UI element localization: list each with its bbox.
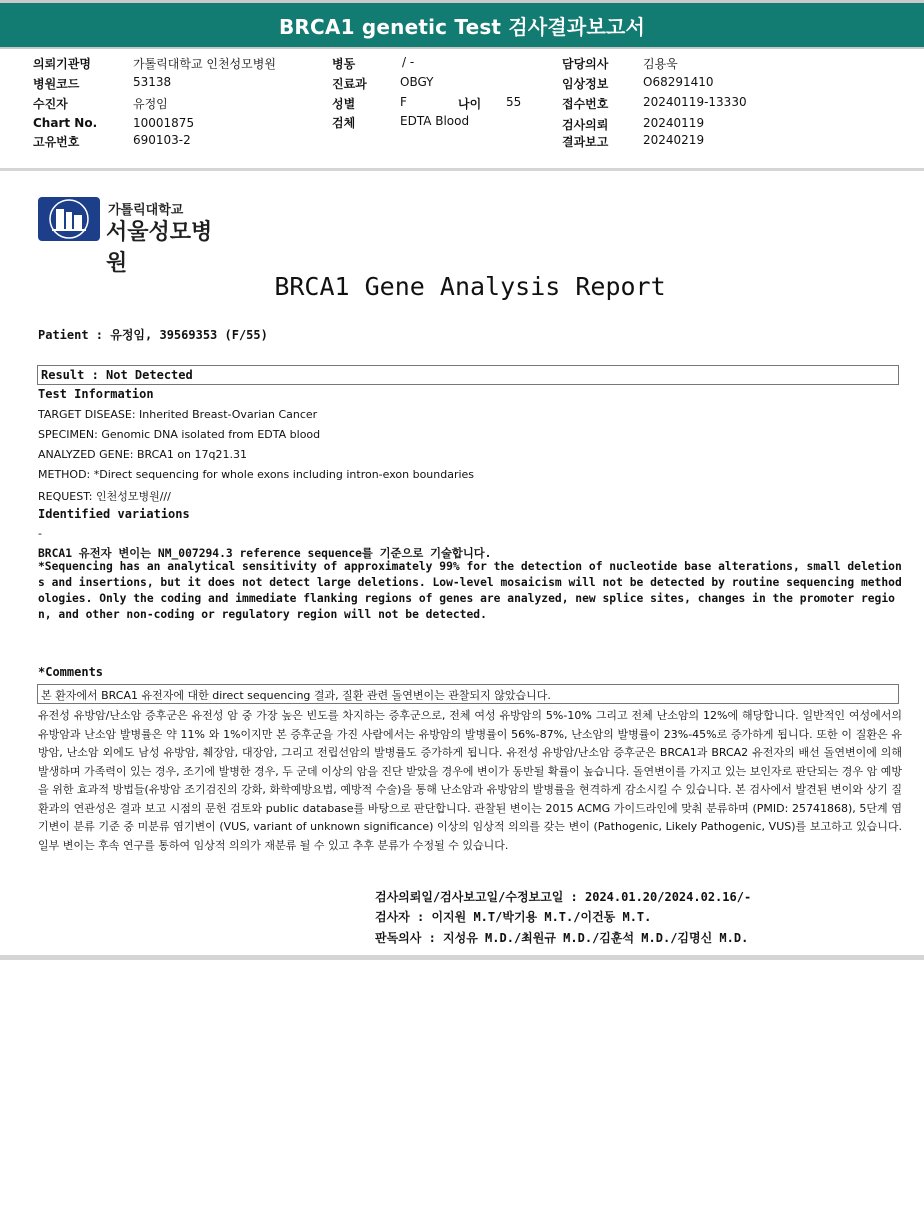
hospital-emblem-icon	[38, 197, 100, 241]
value-clinical-info: O68291410	[643, 75, 714, 89]
value-department: OBGY	[400, 75, 434, 89]
value-request-date: 20240119	[643, 116, 705, 130]
reference-note: BRCA1 유전자 변이는 NM_007294.3 reference sequence를 기준으로 기술합니다.	[38, 547, 492, 560]
label-report-date: 결과보고	[562, 135, 609, 149]
variations-heading: Identified variations	[38, 507, 190, 521]
label-department: 진료과	[332, 77, 367, 91]
logo-text-hospital: 서울성모병원	[106, 220, 213, 276]
signature-dates: 검사의뢰일/검사보고일/수정보고일 : 2024.01.20/2024.02.16/-	[375, 890, 752, 904]
result-box	[37, 365, 899, 385]
value-ward: / -	[402, 55, 415, 69]
label-ward: 병동	[332, 57, 356, 71]
report-title: BRCA1 Gene Analysis Report	[274, 272, 666, 301]
label-hospital-code: 병원코드	[33, 77, 80, 91]
value-chart-no: 10001875	[133, 116, 195, 130]
signature-physicians: 판독의사 : 지성유 M.D./최원규 M.D./김훈석 M.D./김명신 M.D.	[375, 931, 749, 945]
label-accession-no: 접수번호	[562, 97, 609, 111]
label-chart-no: Chart No.	[33, 116, 98, 130]
label-unique-id: 고유번호	[33, 135, 80, 149]
section-divider	[0, 168, 924, 171]
disclaimer-paragraph: *Sequencing has an analytical sensitivity of approximately 99% for the detection of nucleotide base alterations, small deletions and insertions, but it does not detect large deletions. Low-level mosaicism will not be detected by routine sequencing methodologies. Only the coding and immediate flanking regions of genes are analyzed, new splice sites, changes in the promoter region, and other non-coding or regulatory region will not be detected.	[38, 560, 902, 621]
value-unique-id: 690103-2	[133, 133, 191, 147]
test-info-analyzed-gene: ANALYZED GENE: BRCA1 on 17q21.31	[38, 448, 247, 461]
bottom-divider	[0, 955, 924, 960]
test-info-request: REQUEST: 인천성모병원///	[38, 490, 171, 503]
label-age: 나이	[458, 97, 482, 111]
comment-box	[37, 684, 899, 704]
value-patient-name: 유정임	[133, 97, 168, 111]
label-specimen: 검체	[332, 116, 356, 130]
label-doctor: 담당의사	[562, 57, 609, 71]
value-hospital-code: 53138	[133, 75, 172, 89]
patient-line: Patient : 유정임, 39569353 (F/55)	[38, 328, 268, 342]
value-doctor: 김용욱	[643, 57, 678, 71]
value-sex: F	[400, 95, 407, 109]
logo-text-university: 가톨릭대학교	[108, 203, 184, 218]
test-info-target-disease: TARGET DISEASE: Inherited Breast-Ovarian Cancer	[38, 408, 318, 421]
value-accession-no: 20240119-13330	[643, 95, 747, 109]
label-request-date: 검사의뢰	[562, 118, 609, 132]
result-text: Result : Not Detected	[41, 368, 193, 382]
report-header-title: BRCA1 genetic Test 검사결과보고서	[0, 3, 924, 49]
label-clinical-info: 임상정보	[562, 77, 609, 91]
comment-paragraph: 유전성 유방암/난소암 증후군은 유전성 암 중 가장 높은 빈도를 차지하는 증후군으로, 전체 여성 유방암의 5%-10% 그리고 전체 난소암의 12%에 해당합니다. 일반적인 여성에서의 유방암과 난소암 발병률은 약 11% 와 1%이지만 본 증후군을 가진 사람에서는 유방암의 발병률이 56%-87%, 난소암의 발병률이 23%-45%로 증가하게 됩니다. 또한 이 질환은 유방암, 난소암 외에도 남성 유방암, 췌장암, 대장암, 그리고 전립선암의 발병률도 증가하게 됩니다. 유전성 유방암/난소암 증후군은 BRCA1과 BRCA2 유전자의 배선 돌연변이에 의해 발생하며 가족력이 있는 경우, 조기에 발병한 경우, 두 군데 이상의 암을 진단 받았을 경우에 변이가 동반될 확률이 높습니다. 돌연변이를 가지고 있는 보인자로 판단되는 경우 암 예방을 위한 효과적 방법들(유방암 조기검진의 강화, 화학예방요법, 예방적 수술)을 통해 난소암과 유방암의 발병률을 현격하게 감소시킬 수 있습니다. 본 검사에서 발견된 변이와 상기 질환과의 연관성은 결과 보고 시점의 문헌 검토와 public database를 바탕으로 판단합니다. 관찰된 변이는 2015 ACMG 가이드라인에 맞춰 분류하며 (PMID: 25741868), 5단계 염기변이 분류 기준 중 미분류 염기변이 (VUS, variant of unknown significance) 이상의 임상적 의의를 갖는 변이 (Pathogenic, Likely Pathogenic, VUS)를 보고하고 있습니다. 일부 변이는 후속 연구를 통하여 임상적 의의가 재분류 될 수 있고 추후 분류가 수정될 수 있습니다.	[38, 709, 902, 852]
hospital-logo	[38, 197, 228, 276]
label-requesting-institution: 의뢰기관명	[33, 57, 91, 71]
comment-box-text: 본 환자에서 BRCA1 유전자에 대한 direct sequencing 결과, 질환 관련 돌연변이는 관찰되지 않았습니다.	[41, 689, 551, 702]
test-info-specimen: SPECIMEN: Genomic DNA isolated from EDTA blood	[38, 428, 321, 441]
value-specimen: EDTA Blood	[400, 114, 470, 128]
label-patient-name: 수진자	[33, 97, 68, 111]
signature-technicians: 검사자 : 이지원 M.T/박기용 M.T./이건동 M.T.	[375, 910, 652, 924]
test-info-method: METHOD: *Direct sequencing for whole exons including intron-exon boundaries	[38, 468, 475, 481]
value-report-date: 20240219	[643, 133, 705, 147]
variations-value: -	[38, 527, 42, 540]
comments-heading: *Comments	[38, 665, 104, 679]
value-requesting-institution: 가톨릭대학교 인천성모병원	[133, 57, 276, 71]
test-info-heading: Test Information	[38, 387, 154, 401]
label-sex: 성별	[332, 97, 356, 111]
value-age: 55	[506, 95, 522, 109]
